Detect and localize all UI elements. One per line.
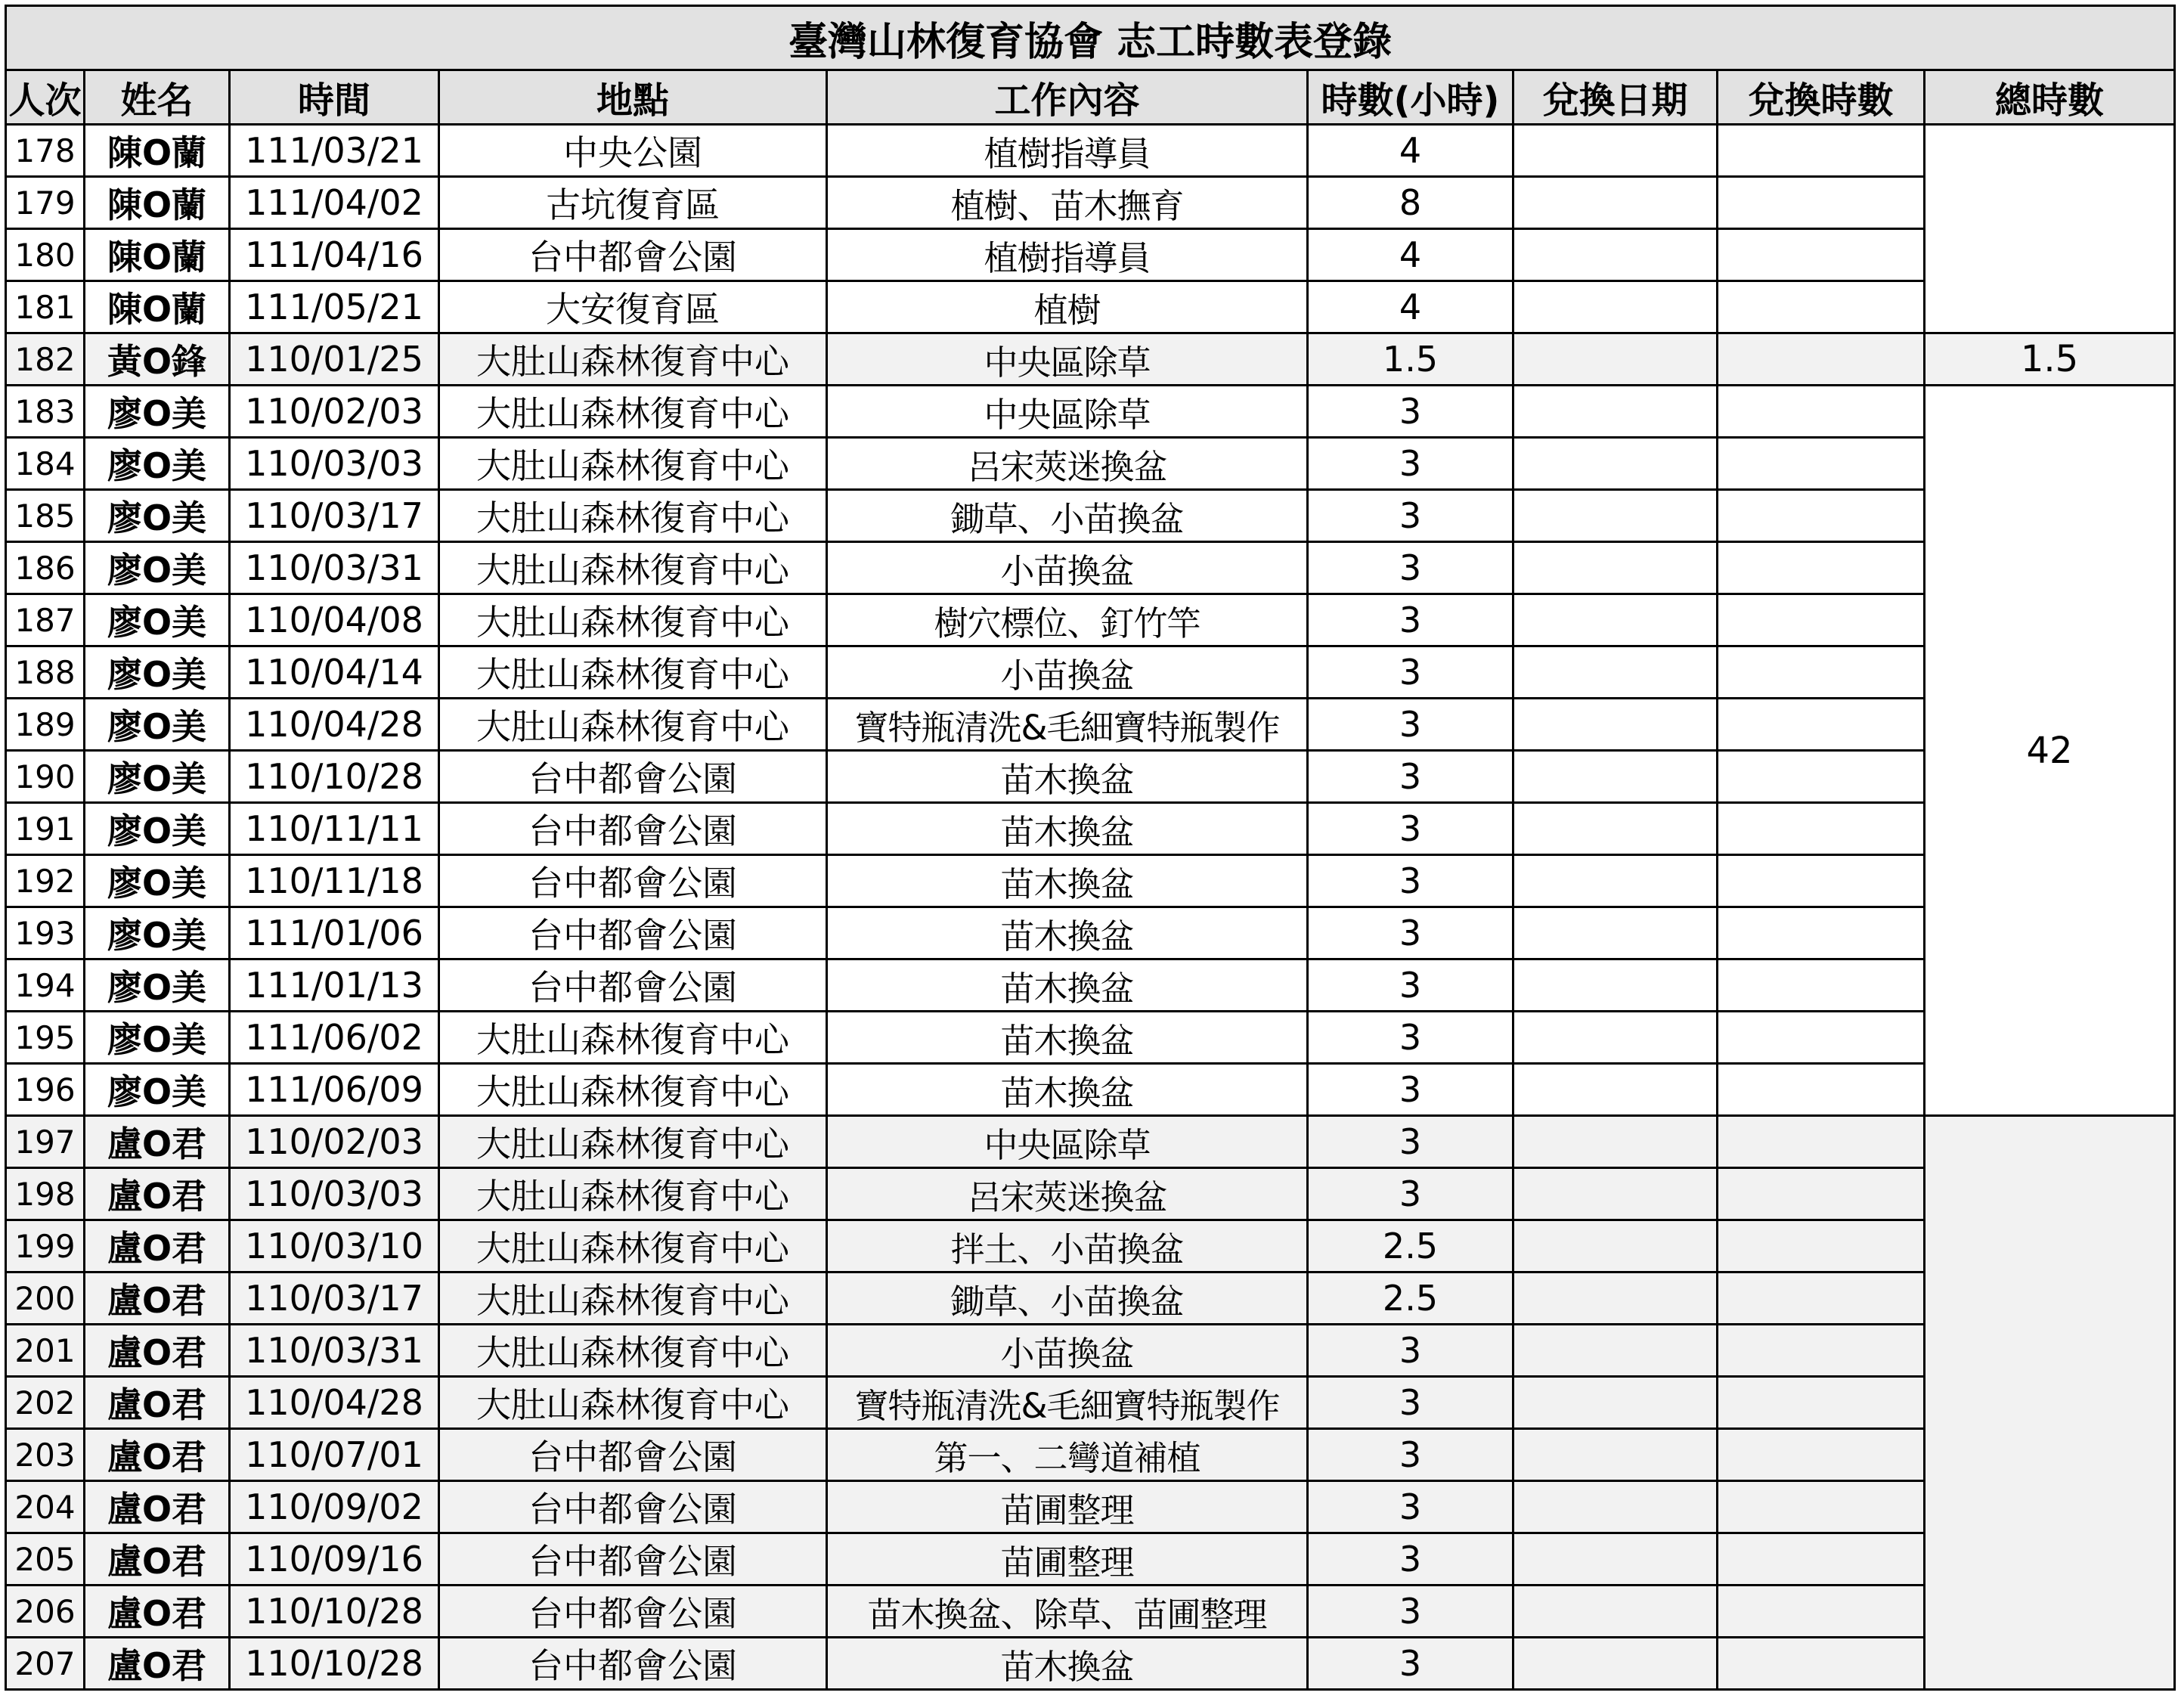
- cell-date: 110/03/17: [230, 1272, 439, 1325]
- cell-person-count: 201: [6, 1325, 85, 1377]
- cell-redeem-date: [1513, 699, 1718, 751]
- cell-location: 台中都會公園: [439, 1586, 827, 1638]
- cell-date: 110/03/31: [230, 542, 439, 594]
- cell-date: 110/01/25: [230, 333, 439, 386]
- table-row: [6, 1064, 2175, 1116]
- cell-redeem-date: [1513, 1533, 1718, 1586]
- table-row: [6, 803, 2175, 855]
- cell-work-content: 拌土、小苗換盆: [827, 1220, 1308, 1272]
- cell-location: 大肚山森林復育中心: [439, 490, 827, 542]
- cell-redeem-hours: [1718, 907, 1925, 959]
- cell-name: 廖O美: [85, 386, 230, 438]
- cell-hours: 3: [1308, 542, 1513, 594]
- cell-person-count: 181: [6, 281, 85, 333]
- header-person-count: 人次: [6, 70, 85, 125]
- cell-location: 台中都會公園: [439, 751, 827, 803]
- cell-redeem-date: [1513, 1429, 1718, 1481]
- cell-work-content: 苗木換盆: [827, 1064, 1308, 1116]
- cell-total-hours: [1925, 1116, 2175, 1690]
- cell-redeem-date: [1513, 281, 1718, 333]
- cell-redeem-hours: [1718, 1429, 1925, 1481]
- table-row: [6, 855, 2175, 907]
- cell-person-count: 187: [6, 594, 85, 646]
- cell-date: 110/04/28: [230, 1377, 439, 1429]
- cell-hours: 3: [1308, 1116, 1513, 1168]
- cell-redeem-date: [1513, 490, 1718, 542]
- table-row: [6, 281, 2175, 333]
- cell-location: 大肚山森林復育中心: [439, 542, 827, 594]
- cell-name: 陳O蘭: [85, 177, 230, 229]
- cell-name: 盧O君: [85, 1638, 230, 1690]
- table-row: [6, 594, 2175, 646]
- cell-date: 110/02/03: [230, 386, 439, 438]
- table-row: [6, 699, 2175, 751]
- cell-location: 台中都會公園: [439, 959, 827, 1012]
- cell-redeem-date: [1513, 1638, 1718, 1690]
- cell-location: 大肚山森林復育中心: [439, 646, 827, 699]
- cell-work-content: 小苗換盆: [827, 1325, 1308, 1377]
- cell-name: 盧O君: [85, 1533, 230, 1586]
- cell-person-count: 189: [6, 699, 85, 751]
- table-row: [6, 751, 2175, 803]
- cell-location: 大肚山森林復育中心: [439, 438, 827, 490]
- cell-work-content: 苗圃整理: [827, 1481, 1308, 1533]
- cell-work-content: 中央區除草: [827, 333, 1308, 386]
- cell-name: 廖O美: [85, 594, 230, 646]
- cell-work-content: 中央區除草: [827, 386, 1308, 438]
- cell-work-content: 植樹、苗木撫育: [827, 177, 1308, 229]
- cell-hours: 1.5: [1308, 333, 1513, 386]
- cell-redeem-date: [1513, 333, 1718, 386]
- cell-person-count: 203: [6, 1429, 85, 1481]
- cell-name: 廖O美: [85, 699, 230, 751]
- cell-location: 台中都會公園: [439, 855, 827, 907]
- table-row: [6, 1220, 2175, 1272]
- table-row: [6, 1168, 2175, 1220]
- cell-hours: 3: [1308, 1168, 1513, 1220]
- cell-total-hours: 1.5: [1925, 333, 2175, 386]
- cell-date: 110/10/28: [230, 751, 439, 803]
- cell-name: 廖O美: [85, 542, 230, 594]
- cell-location: 中央公園: [439, 125, 827, 177]
- cell-date: 110/03/10: [230, 1220, 439, 1272]
- header-work-content: 工作內容: [827, 70, 1308, 125]
- cell-redeem-date: [1513, 907, 1718, 959]
- cell-date: 111/05/21: [230, 281, 439, 333]
- cell-redeem-date: [1513, 751, 1718, 803]
- cell-redeem-date: [1513, 1168, 1718, 1220]
- cell-redeem-date: [1513, 1272, 1718, 1325]
- table-row: [6, 177, 2175, 229]
- cell-hours: 3: [1308, 1586, 1513, 1638]
- cell-hours: 4: [1308, 229, 1513, 281]
- cell-location: 台中都會公園: [439, 803, 827, 855]
- cell-date: 111/01/13: [230, 959, 439, 1012]
- cell-work-content: 呂宋莢迷換盆: [827, 438, 1308, 490]
- cell-date: 111/01/06: [230, 907, 439, 959]
- cell-location: 大肚山森林復育中心: [439, 1116, 827, 1168]
- table-row: [6, 333, 2175, 386]
- cell-work-content: 苗木換盆: [827, 751, 1308, 803]
- cell-redeem-hours: [1718, 1638, 1925, 1690]
- cell-date: 110/04/08: [230, 594, 439, 646]
- cell-name: 盧O君: [85, 1586, 230, 1638]
- cell-hours: 3: [1308, 907, 1513, 959]
- cell-date: 110/10/28: [230, 1638, 439, 1690]
- cell-person-count: 192: [6, 855, 85, 907]
- cell-location: 台中都會公園: [439, 1638, 827, 1690]
- cell-work-content: 呂宋莢迷換盆: [827, 1168, 1308, 1220]
- cell-work-content: 植樹指導員: [827, 125, 1308, 177]
- cell-work-content: 苗木換盆: [827, 907, 1308, 959]
- cell-date: 110/07/01: [230, 1429, 439, 1481]
- cell-redeem-hours: [1718, 386, 1925, 438]
- cell-person-count: 180: [6, 229, 85, 281]
- cell-location: 大肚山森林復育中心: [439, 386, 827, 438]
- table-row: [6, 1012, 2175, 1064]
- cell-hours: 2.5: [1308, 1272, 1513, 1325]
- cell-date: 111/04/16: [230, 229, 439, 281]
- cell-work-content: 小苗換盆: [827, 646, 1308, 699]
- cell-person-count: 182: [6, 333, 85, 386]
- cell-date: 110/02/03: [230, 1116, 439, 1168]
- table-body: [6, 125, 2175, 1690]
- table-row: [6, 1116, 2175, 1168]
- cell-location: 大肚山森林復育中心: [439, 1012, 827, 1064]
- cell-work-content: 苗木換盆、除草、苗圃整理: [827, 1586, 1308, 1638]
- cell-redeem-hours: [1718, 1220, 1925, 1272]
- cell-redeem-date: [1513, 855, 1718, 907]
- cell-redeem-date: [1513, 1481, 1718, 1533]
- cell-work-content: 苗木換盆: [827, 1012, 1308, 1064]
- cell-name: 廖O美: [85, 959, 230, 1012]
- cell-hours: 3: [1308, 490, 1513, 542]
- table-row: [6, 959, 2175, 1012]
- cell-name: 廖O美: [85, 907, 230, 959]
- cell-person-count: 178: [6, 125, 85, 177]
- cell-name: 盧O君: [85, 1481, 230, 1533]
- cell-hours: 8: [1308, 177, 1513, 229]
- cell-person-count: 196: [6, 1064, 85, 1116]
- cell-hours: 3: [1308, 1429, 1513, 1481]
- cell-work-content: 鋤草、小苗換盆: [827, 490, 1308, 542]
- cell-redeem-date: [1513, 803, 1718, 855]
- cell-person-count: 188: [6, 646, 85, 699]
- cell-person-count: 185: [6, 490, 85, 542]
- cell-redeem-hours: [1718, 438, 1925, 490]
- cell-person-count: 206: [6, 1586, 85, 1638]
- cell-work-content: 第一、二彎道補植: [827, 1429, 1308, 1481]
- header-redeem-date: 兌換日期: [1513, 70, 1718, 125]
- cell-redeem-hours: [1718, 803, 1925, 855]
- cell-hours: 3: [1308, 1325, 1513, 1377]
- cell-location: 大肚山森林復育中心: [439, 1064, 827, 1116]
- cell-location: 大肚山森林復育中心: [439, 1272, 827, 1325]
- cell-person-count: 202: [6, 1377, 85, 1429]
- cell-name: 盧O君: [85, 1168, 230, 1220]
- cell-total-hours: [1925, 125, 2175, 333]
- cell-redeem-hours: [1718, 855, 1925, 907]
- cell-redeem-hours: [1718, 594, 1925, 646]
- cell-redeem-date: [1513, 1220, 1718, 1272]
- cell-work-content: 苗木換盆: [827, 1638, 1308, 1690]
- cell-date: 111/03/21: [230, 125, 439, 177]
- cell-location: 台中都會公園: [439, 1481, 827, 1533]
- cell-redeem-hours: [1718, 490, 1925, 542]
- cell-work-content: 苗木換盆: [827, 855, 1308, 907]
- cell-redeem-date: [1513, 229, 1718, 281]
- cell-name: 陳O蘭: [85, 229, 230, 281]
- cell-redeem-date: [1513, 542, 1718, 594]
- cell-location: 大肚山森林復育中心: [439, 333, 827, 386]
- cell-redeem-hours: [1718, 1116, 1925, 1168]
- cell-hours: 3: [1308, 1012, 1513, 1064]
- cell-person-count: 190: [6, 751, 85, 803]
- cell-work-content: 苗木換盆: [827, 803, 1308, 855]
- cell-hours: 3: [1308, 594, 1513, 646]
- cell-date: 111/04/02: [230, 177, 439, 229]
- cell-person-count: 195: [6, 1012, 85, 1064]
- table-row: [6, 229, 2175, 281]
- cell-hours: 3: [1308, 855, 1513, 907]
- cell-date: 110/03/03: [230, 438, 439, 490]
- cell-name: 盧O君: [85, 1325, 230, 1377]
- cell-redeem-date: [1513, 125, 1718, 177]
- cell-person-count: 194: [6, 959, 85, 1012]
- cell-location: 大肚山森林復育中心: [439, 1220, 827, 1272]
- cell-name: 廖O美: [85, 438, 230, 490]
- cell-redeem-date: [1513, 1325, 1718, 1377]
- cell-hours: 3: [1308, 1533, 1513, 1586]
- cell-redeem-hours: [1718, 177, 1925, 229]
- cell-work-content: 寶特瓶清洗&毛細寶特瓶製作: [827, 1377, 1308, 1429]
- cell-person-count: 205: [6, 1533, 85, 1586]
- table-row: [6, 1325, 2175, 1377]
- cell-name: 盧O君: [85, 1429, 230, 1481]
- cell-name: 盧O君: [85, 1272, 230, 1325]
- cell-redeem-hours: [1718, 1586, 1925, 1638]
- cell-location: 大肚山森林復育中心: [439, 1325, 827, 1377]
- table-row: [6, 1533, 2175, 1586]
- cell-work-content: 植樹: [827, 281, 1308, 333]
- cell-redeem-hours: [1718, 1064, 1925, 1116]
- cell-redeem-date: [1513, 594, 1718, 646]
- cell-date: 110/04/14: [230, 646, 439, 699]
- cell-hours: 3: [1308, 1064, 1513, 1116]
- header-name: 姓名: [85, 70, 230, 125]
- cell-hours: 3: [1308, 959, 1513, 1012]
- cell-date: 110/09/02: [230, 1481, 439, 1533]
- cell-redeem-hours: [1718, 281, 1925, 333]
- header-total-hours: 總時數: [1925, 70, 2175, 125]
- cell-hours: 3: [1308, 699, 1513, 751]
- cell-redeem-hours: [1718, 1168, 1925, 1220]
- cell-name: 廖O美: [85, 751, 230, 803]
- table-row: [6, 646, 2175, 699]
- cell-redeem-hours: [1718, 959, 1925, 1012]
- cell-location: 台中都會公園: [439, 907, 827, 959]
- cell-redeem-hours: [1718, 699, 1925, 751]
- cell-date: 111/06/09: [230, 1064, 439, 1116]
- cell-name: 廖O美: [85, 1064, 230, 1116]
- cell-location: 古坑復育區: [439, 177, 827, 229]
- cell-hours: 3: [1308, 751, 1513, 803]
- header-date: 時間: [230, 70, 439, 125]
- table-row: [6, 1272, 2175, 1325]
- cell-redeem-hours: [1718, 125, 1925, 177]
- cell-redeem-hours: [1718, 1481, 1925, 1533]
- cell-redeem-hours: [1718, 1533, 1925, 1586]
- cell-date: 110/03/17: [230, 490, 439, 542]
- cell-person-count: 183: [6, 386, 85, 438]
- cell-location: 台中都會公園: [439, 229, 827, 281]
- cell-person-count: 186: [6, 542, 85, 594]
- cell-work-content: 植樹指導員: [827, 229, 1308, 281]
- cell-name: 盧O君: [85, 1116, 230, 1168]
- table-row: [6, 490, 2175, 542]
- cell-redeem-hours: [1718, 542, 1925, 594]
- cell-redeem-date: [1513, 959, 1718, 1012]
- cell-hours: 2.5: [1308, 1220, 1513, 1272]
- cell-person-count: 207: [6, 1638, 85, 1690]
- table-row: [6, 125, 2175, 177]
- cell-person-count: 193: [6, 907, 85, 959]
- cell-redeem-date: [1513, 177, 1718, 229]
- cell-redeem-date: [1513, 1116, 1718, 1168]
- cell-work-content: 鋤草、小苗換盆: [827, 1272, 1308, 1325]
- cell-person-count: 184: [6, 438, 85, 490]
- cell-total-hours: 42: [1925, 386, 2175, 1116]
- header-location: 地點: [439, 70, 827, 125]
- cell-work-content: 小苗換盆: [827, 542, 1308, 594]
- cell-hours: 3: [1308, 1481, 1513, 1533]
- cell-name: 廖O美: [85, 855, 230, 907]
- cell-redeem-hours: [1718, 646, 1925, 699]
- cell-date: 110/04/28: [230, 699, 439, 751]
- cell-name: 廖O美: [85, 490, 230, 542]
- cell-date: 110/09/16: [230, 1533, 439, 1586]
- cell-name: 廖O美: [85, 646, 230, 699]
- cell-hours: 3: [1308, 1377, 1513, 1429]
- cell-location: 大肚山森林復育中心: [439, 594, 827, 646]
- table-row: [6, 907, 2175, 959]
- cell-redeem-hours: [1718, 333, 1925, 386]
- cell-date: 110/03/31: [230, 1325, 439, 1377]
- cell-location: 大安復育區: [439, 281, 827, 333]
- cell-work-content: 中央區除草: [827, 1116, 1308, 1168]
- cell-location: 台中都會公園: [439, 1429, 827, 1481]
- cell-hours: 4: [1308, 125, 1513, 177]
- cell-hours: 3: [1308, 386, 1513, 438]
- cell-hours: 3: [1308, 803, 1513, 855]
- cell-redeem-hours: [1718, 229, 1925, 281]
- cell-work-content: 樹穴標位、釘竹竿: [827, 594, 1308, 646]
- cell-person-count: 191: [6, 803, 85, 855]
- cell-redeem-date: [1513, 646, 1718, 699]
- cell-hours: 3: [1308, 646, 1513, 699]
- table-row: [6, 386, 2175, 438]
- table-row: [6, 542, 2175, 594]
- cell-date: 110/03/03: [230, 1168, 439, 1220]
- header-redeem-hours: 兌換時數: [1718, 70, 1925, 125]
- cell-date: 111/06/02: [230, 1012, 439, 1064]
- cell-redeem-date: [1513, 1064, 1718, 1116]
- cell-location: 大肚山森林復育中心: [439, 1168, 827, 1220]
- table-row: [6, 1586, 2175, 1638]
- cell-name: 盧O君: [85, 1377, 230, 1429]
- table-row: [6, 1429, 2175, 1481]
- cell-date: 110/10/28: [230, 1586, 439, 1638]
- table-row: [6, 1481, 2175, 1533]
- cell-redeem-hours: [1718, 1272, 1925, 1325]
- volunteer-hours-table: [5, 5, 2176, 1691]
- cell-date: 110/11/11: [230, 803, 439, 855]
- cell-redeem-hours: [1718, 1012, 1925, 1064]
- sheet-title: 臺灣山林復育協會 志工時數表登錄: [6, 6, 2175, 70]
- cell-name: 盧O君: [85, 1220, 230, 1272]
- table-row: [6, 1377, 2175, 1429]
- cell-redeem-hours: [1718, 751, 1925, 803]
- cell-hours: 4: [1308, 281, 1513, 333]
- cell-hours: 3: [1308, 438, 1513, 490]
- table-row: [6, 1638, 2175, 1690]
- cell-name: 陳O蘭: [85, 125, 230, 177]
- cell-redeem-date: [1513, 1377, 1718, 1429]
- cell-location: 大肚山森林復育中心: [439, 699, 827, 751]
- cell-person-count: 197: [6, 1116, 85, 1168]
- cell-person-count: 204: [6, 1481, 85, 1533]
- cell-redeem-date: [1513, 438, 1718, 490]
- cell-work-content: 苗圃整理: [827, 1533, 1308, 1586]
- cell-location: 台中都會公園: [439, 1533, 827, 1586]
- cell-person-count: 199: [6, 1220, 85, 1272]
- cell-redeem-date: [1513, 1586, 1718, 1638]
- cell-work-content: 寶特瓶清洗&毛細寶特瓶製作: [827, 699, 1308, 751]
- cell-person-count: 198: [6, 1168, 85, 1220]
- header-hours: 時數(小時): [1308, 70, 1513, 125]
- cell-redeem-date: [1513, 1012, 1718, 1064]
- cell-name: 陳O蘭: [85, 281, 230, 333]
- cell-name: 黃O鋒: [85, 333, 230, 386]
- cell-person-count: 179: [6, 177, 85, 229]
- cell-person-count: 200: [6, 1272, 85, 1325]
- cell-redeem-date: [1513, 386, 1718, 438]
- cell-redeem-hours: [1718, 1377, 1925, 1429]
- cell-date: 110/11/18: [230, 855, 439, 907]
- cell-location: 大肚山森林復育中心: [439, 1377, 827, 1429]
- cell-redeem-hours: [1718, 1325, 1925, 1377]
- table-row: [6, 438, 2175, 490]
- cell-hours: 3: [1308, 1638, 1513, 1690]
- cell-work-content: 苗木換盆: [827, 959, 1308, 1012]
- cell-name: 廖O美: [85, 1012, 230, 1064]
- cell-name: 廖O美: [85, 803, 230, 855]
